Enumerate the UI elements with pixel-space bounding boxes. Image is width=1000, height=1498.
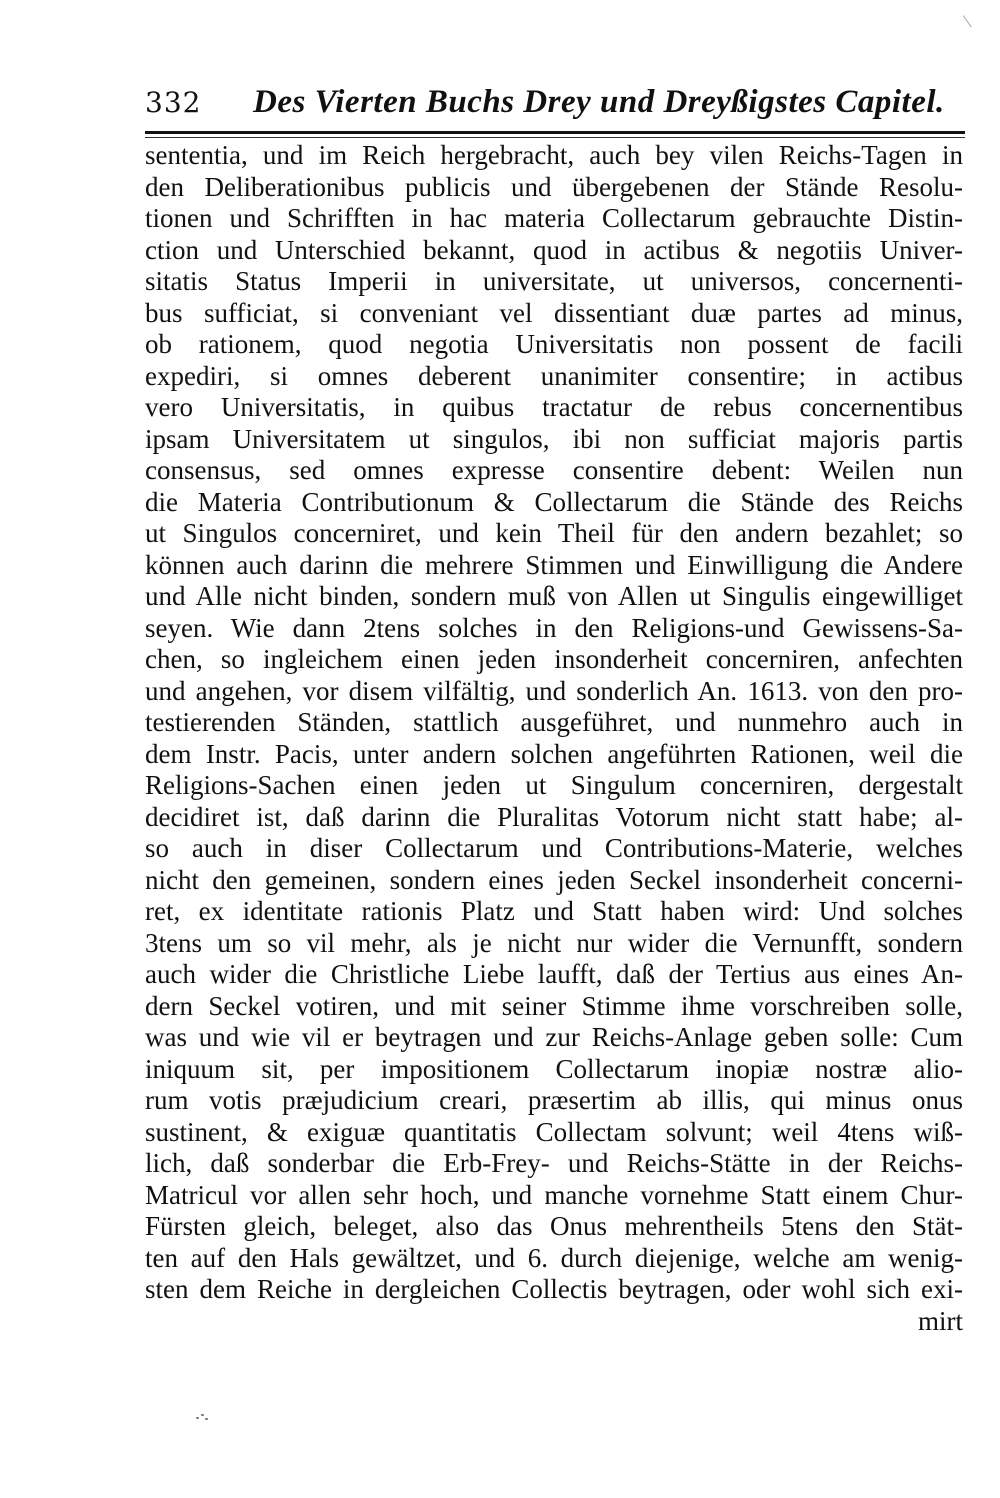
body-text (145, 140, 963, 1337)
text-line: auch wider die Christliche Liebe laufft, daß der Tertius aus eines An- (145, 959, 963, 989)
header-rule-thin (145, 137, 965, 138)
page-header (145, 84, 965, 128)
text-line: und angehen, vor disem vilfältig, und sonderlich An. 1613. von den pro- (145, 675, 963, 706)
text-line: die Materia Contributionum & Collectarum die Stände des Reichs (145, 486, 963, 517)
text-line: ret, ex identitate rationis Platz und Statt haben wird: Und solches (145, 896, 963, 926)
text-line: testierenden Ständen, stattlich ausgeführet, und nunmehro auch in (145, 707, 963, 737)
text-line: Fürsten gleich, beleget, also das Onus mehrentheils 5tens den Stät- (145, 1211, 963, 1241)
speck-dot (196, 1417, 199, 1419)
text-line: expediri, si omnes deberent unanimiter consentire; in actibus (145, 360, 963, 391)
text-line: sententia, und im Reich hergebracht, auch bey vilen Reichs-Tagen in (145, 140, 963, 170)
text-line: Religions-Sachen einen jeden ut Singulum concerniren, dergestalt (145, 770, 963, 800)
text-line: sitatis Status Imperii in universitate, ut universos, concernenti- (145, 266, 963, 296)
text-line: können auch darinn die mehrere Stimmen und Einwilligung die Andere (145, 549, 963, 580)
text-line: rum votis præjudicium creari, præsertim ab illis, qui minus onus (145, 1085, 963, 1115)
text-line: seyen. Wie dann 2tens solches in den Religions-und Gewissens-Sa- (145, 612, 963, 643)
text-line: iniquum sit, per impositionem Collectarum inopiæ nostræ alio- (145, 1053, 963, 1084)
text-line: chen, so ingleichem einen jeden insonderheit concerniren, anfechten (145, 644, 963, 674)
text-line: so auch in diser Collectarum und Contributions-Materie, welches (145, 833, 963, 863)
text-line: ut Singulos concerniret, und kein Theil für den andern bezahlet; so (145, 518, 963, 548)
text-line: tionen und Schrifften in hac materia Collectarum gebrauchte Distin- (145, 203, 963, 233)
text-line: den Deliberationibus publicis und übergebenen der Stände Resolu- (145, 171, 963, 202)
header-rule (145, 131, 965, 134)
text-line: Matricul vor allen sehr hoch, und manche vornehme Statt einem Chur- (145, 1179, 963, 1210)
text-line: ipsam Universitatem ut singulos, ibi non sufficiat majoris partis (145, 423, 963, 454)
running-title: Des Vierten Buchs Drey und Dreyßigstes Capitel. (253, 84, 945, 120)
speck-dot (201, 1414, 204, 1416)
text-line: nicht den gemeinen, sondern eines jeden Seckel insonderheit concerni- (145, 864, 963, 895)
text-line: bus sufficiat, si conveniant vel dissentiant duæ partes ad minus, (145, 297, 963, 328)
text-line: 3tens um so vil mehr, als je nicht nur wider die Vernunfft, sondern (145, 927, 963, 958)
text-line: ten auf den Hals gewältzet, und 6. durch diejenige, welche am wenig- (145, 1242, 963, 1273)
paper-speck (196, 1414, 210, 1422)
text-line: was und wie vil er beytragen und zur Reichs-Anlage geben solle: Cum (145, 1022, 963, 1052)
page-number: 332 (145, 86, 202, 119)
text-line: lich, daß sonderbar die Erb-Frey- und Reichs-Stätte in der Reichs- (145, 1148, 963, 1178)
text-line: und Alle nicht binden, sondern muß von Allen ut Singulis eingewilliget (145, 581, 963, 611)
text-line: decidiret ist, daß darinn die Pluralitas Votorum nicht statt habe; al- (145, 801, 963, 832)
text-line: ction und Unterschied bekannt, quod in actibus & negotiis Univer- (145, 234, 963, 265)
text-line: sten dem Reiche in dergleichen Collectis beytragen, oder wohl sich exi- (145, 1274, 963, 1304)
catchword: mirt (918, 1305, 963, 1336)
text-line: ob rationem, quod negotia Universitatis non possent de facili (145, 329, 963, 359)
text-line: dern Seckel votiren, und mit seiner Stimme ihme vorschreiben solle, (145, 990, 963, 1021)
speck-dot (205, 1418, 208, 1420)
text-line: sustinent, & exiguæ quantitatis Collectam solvunt; weil 4tens wiß- (145, 1116, 963, 1147)
text-line: dem Instr. Pacis, unter andern solchen angeführten Rationen, weil die (145, 738, 963, 769)
text-line: consensus, sed omnes expresse consentire debent: Weilen nun (145, 455, 963, 485)
text-line: vero Universitatis, in quibus tractatur de rebus concernentibus (145, 392, 963, 422)
corner-mark (963, 11, 978, 28)
